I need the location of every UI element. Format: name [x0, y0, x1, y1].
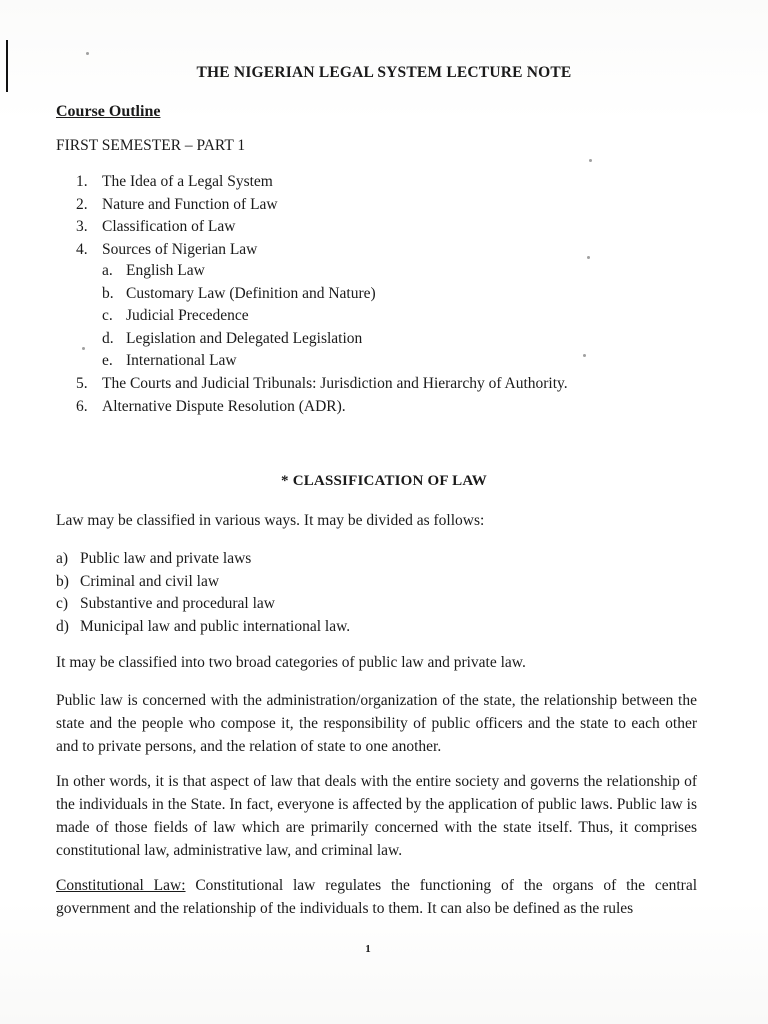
scan-speck — [82, 347, 85, 350]
scan-speck — [587, 256, 590, 259]
classification-heading: * CLASSIFICATION OF LAW — [281, 473, 487, 489]
outline-item-text: Sources of Nigerian Law — [102, 240, 258, 258]
outline-item-number: 6. — [76, 397, 88, 415]
outline-item — [76, 194, 278, 217]
outline-item — [76, 373, 568, 396]
classification-item-text: Substantive and procedural law — [80, 595, 275, 613]
subitem-letter: e. — [102, 352, 113, 370]
sources-subitem — [102, 283, 376, 306]
page-number: 1 — [365, 943, 371, 955]
subitem-letter: a. — [102, 262, 113, 279]
outline-item — [76, 239, 278, 262]
subitem-text: Judicial Precedence — [126, 307, 249, 325]
outline-item-text: The Courts and Judicial Tribunals: Jurisdiction and Hierarchy of Authority. — [102, 375, 568, 392]
classification-intro: Law may be classified in various ways. It may be divided as follows: — [56, 512, 485, 529]
course-outline-heading: Course Outline — [56, 103, 161, 120]
sources-subitem — [102, 328, 376, 351]
scan-speck — [86, 52, 89, 55]
classification-item-letter: a) — [56, 550, 69, 567]
outline-item-text: Alternative Dispute Resolution (ADR). — [102, 397, 346, 415]
classification-item-text: Public law and private laws — [80, 550, 252, 567]
subitem-letter: c. — [102, 307, 113, 325]
classification-item-letter: c) — [56, 595, 69, 613]
scan-speck — [583, 354, 586, 357]
sources-subitem — [102, 260, 376, 283]
sources-sublist — [102, 260, 376, 373]
outline-item — [76, 216, 278, 239]
document-title: THE NIGERIAN LEGAL SYSTEM LECTURE NOTE — [196, 64, 572, 81]
outline-item-number: 4. — [76, 240, 88, 258]
sources-subitem — [102, 305, 376, 328]
classification-item-letter: d) — [56, 617, 69, 635]
paragraph-other-words: In other words, it is that aspect of law that deals with the entire society and governs the relationship of the individuals in the State. In fact, everyone is affected by the application of public laws. Public law is made of those fields of law which are primarily concerned with the state itself. Thus, it comprises constitutional law, administrative law, and criminal law. — [56, 773, 697, 859]
paragraph-broad-categories: It may be classified into two broad categories of public law and private law. — [56, 654, 526, 671]
subitem-text: Customary Law (Definition and Nature) — [126, 284, 376, 302]
classification-item — [56, 571, 350, 594]
course-outline-list — [76, 171, 278, 261]
subitem-letter: b. — [102, 284, 114, 302]
paragraph-public-law: Public law is concerned with the administration/organization of the state, the relationship between the state and the people who compose it, the responsibility of public officers and the state to each other and to private persons, and the relation of state to one another. — [56, 692, 697, 755]
constitutional-law-text: Constitutional law regulates the functioning of the organs of the central government and the relationship of the individuals to them. It can also be defined as the rules — [56, 877, 698, 917]
subitem-text: English Law — [126, 262, 205, 279]
constitutional-law-term: Constitutional Law: — [56, 877, 186, 894]
outline-item-text: Nature and Function of Law — [102, 195, 278, 213]
outline-item — [76, 396, 568, 419]
outline-item-number: 3. — [76, 218, 88, 236]
classification-list — [56, 548, 350, 638]
classification-item-text: Municipal law and public international law. — [80, 617, 351, 635]
classification-item-text: Criminal and civil law — [80, 572, 220, 590]
subitem-letter: d. — [102, 329, 114, 347]
subitem-text: International Law — [126, 352, 237, 370]
classification-item — [56, 616, 350, 639]
course-outline-list-continued — [76, 373, 568, 418]
outline-item-number: 5. — [76, 375, 88, 392]
paragraph-constitutional-law — [56, 874, 697, 920]
outline-item — [76, 171, 278, 194]
classification-item-letter: b) — [56, 572, 69, 590]
classification-item — [56, 548, 350, 571]
classification-item — [56, 593, 350, 616]
outline-item-number: 2. — [76, 195, 88, 213]
subitem-text: Legislation and Delegated Legislation — [126, 329, 363, 347]
outline-item-text: The Idea of a Legal System — [102, 173, 273, 190]
semester-label: FIRST SEMESTER – PART 1 — [56, 137, 246, 154]
outline-item-text: Classification of Law — [102, 218, 236, 236]
outline-item-number: 1. — [76, 173, 88, 190]
scan-speck — [589, 159, 592, 162]
sources-subitem — [102, 350, 376, 373]
